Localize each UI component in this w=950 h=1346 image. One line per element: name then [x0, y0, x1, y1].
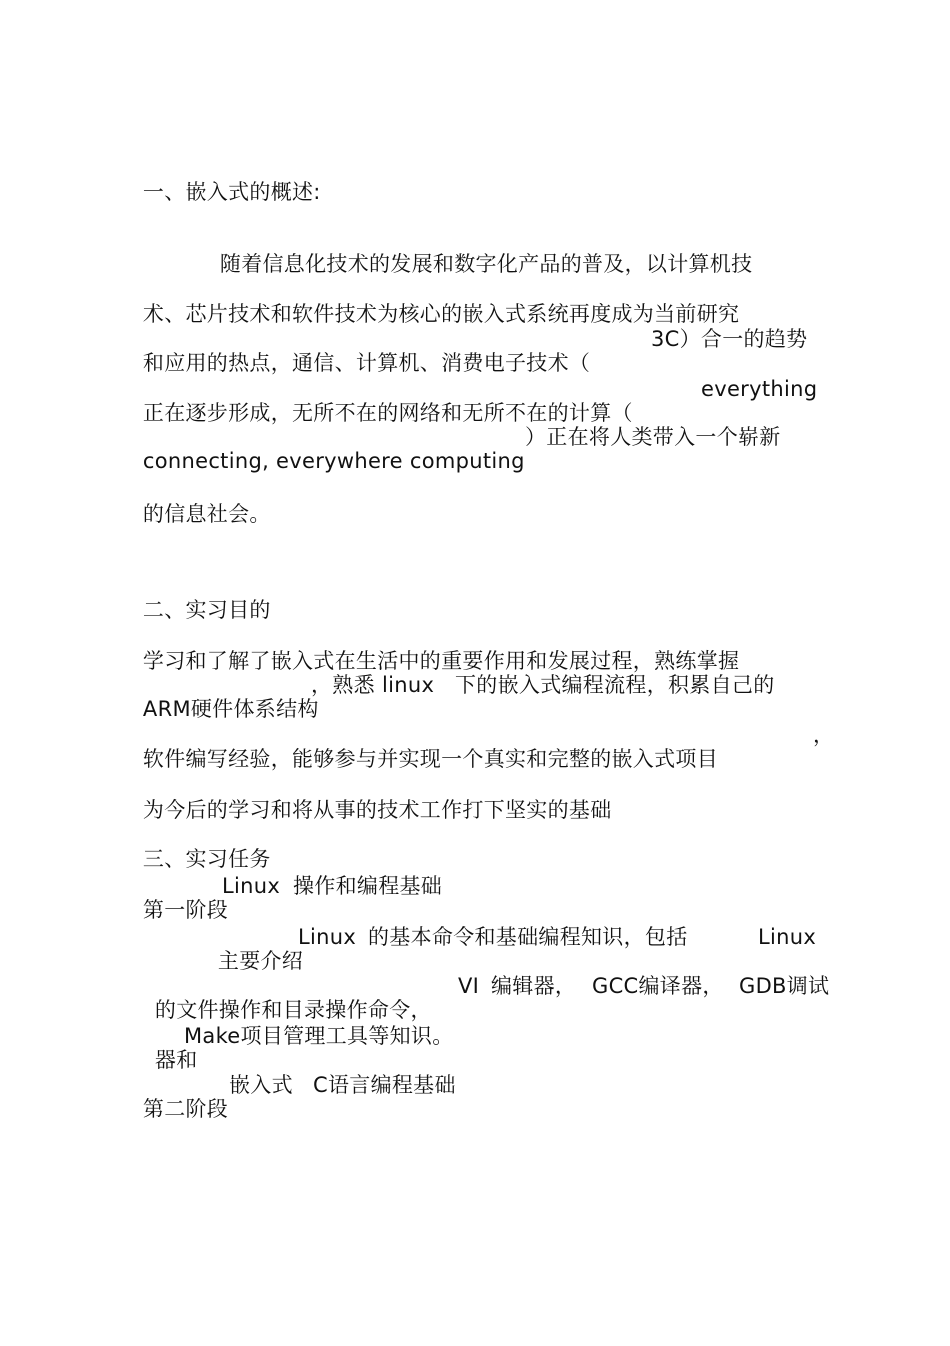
paragraph-text: ，	[813, 723, 835, 747]
paragraph-text: 操作和编程基础	[293, 874, 443, 898]
paragraph-text: VI	[458, 974, 480, 998]
heading-text: 三、实习任务	[142, 847, 271, 871]
paragraph-text: everything	[701, 377, 818, 401]
paragraph-text: 学习和了解了嵌入式在生活中的重要作用和发展过程，熟练掌握	[142, 649, 740, 673]
paragraph-text: 主要介绍	[217, 949, 304, 973]
paragraph-text: 第一阶段	[142, 898, 229, 922]
heading-text: 二、实习目的	[142, 598, 271, 622]
heading-text: 一、嵌入式的概述:	[142, 180, 321, 204]
paragraph-text: connecting, everywhere computing	[142, 449, 525, 473]
paragraph-text: 和应用的热点，通信、计算机、消费电子技术（	[142, 351, 591, 375]
paragraph-text: C语言编程基础	[313, 1073, 456, 1097]
paragraph-text: 软件编写经验，能够参与并实现一个真实和完整的嵌入式项目	[142, 747, 719, 771]
paragraph-text: 正在逐步形成，无所不在的网络和无所不在的计算（	[142, 401, 633, 425]
paragraph-text: 编辑器，	[491, 974, 577, 998]
paragraph-text: 3C）合一的趋势	[651, 327, 808, 351]
paragraph-text: GDB调试	[739, 974, 830, 998]
paragraph-text: GCC编译器，	[592, 974, 724, 998]
paragraph-line	[115, 478, 271, 550]
paragraph-text: 术、芯片技术和软件技术为核心的嵌入式系统再度成为当前研究	[142, 302, 740, 326]
paragraph-text: ，熟悉	[311, 673, 375, 697]
paragraph-text: 随着信息化技术的发展和数字化产品的普及，以计算机技	[219, 252, 753, 276]
paragraph-text: Linux	[222, 874, 281, 898]
paragraph-text: 的基本命令和基础编程知识，包括	[368, 925, 688, 949]
section-heading-overview	[115, 156, 321, 228]
paragraph-text: 的文件操作和目录操作命令，	[154, 998, 432, 1022]
paragraph-text: 为今后的学习和将从事的技术工作打下坚实的基础	[142, 798, 612, 822]
paragraph-text: linux	[382, 673, 435, 697]
paragraph-text: Linux	[758, 925, 817, 949]
paragraph-text: 的信息社会。	[142, 502, 271, 526]
paragraph-text: 器和	[154, 1048, 198, 1072]
stage-heading	[115, 1073, 615, 1193]
paragraph-text: 下的嵌入式编程流程，积累自己的	[455, 673, 775, 697]
paragraph-text: 第二阶段	[142, 1097, 229, 1121]
paragraph-text: ARM硬件体系结构	[142, 697, 319, 721]
paragraph-text: Linux	[298, 925, 357, 949]
paragraph-text: Make项目管理工具等知识。	[184, 1024, 454, 1048]
paragraph-text: ）正在将人类带入一个崭新	[525, 425, 781, 449]
paragraph-text: 嵌入式	[229, 1073, 293, 1097]
